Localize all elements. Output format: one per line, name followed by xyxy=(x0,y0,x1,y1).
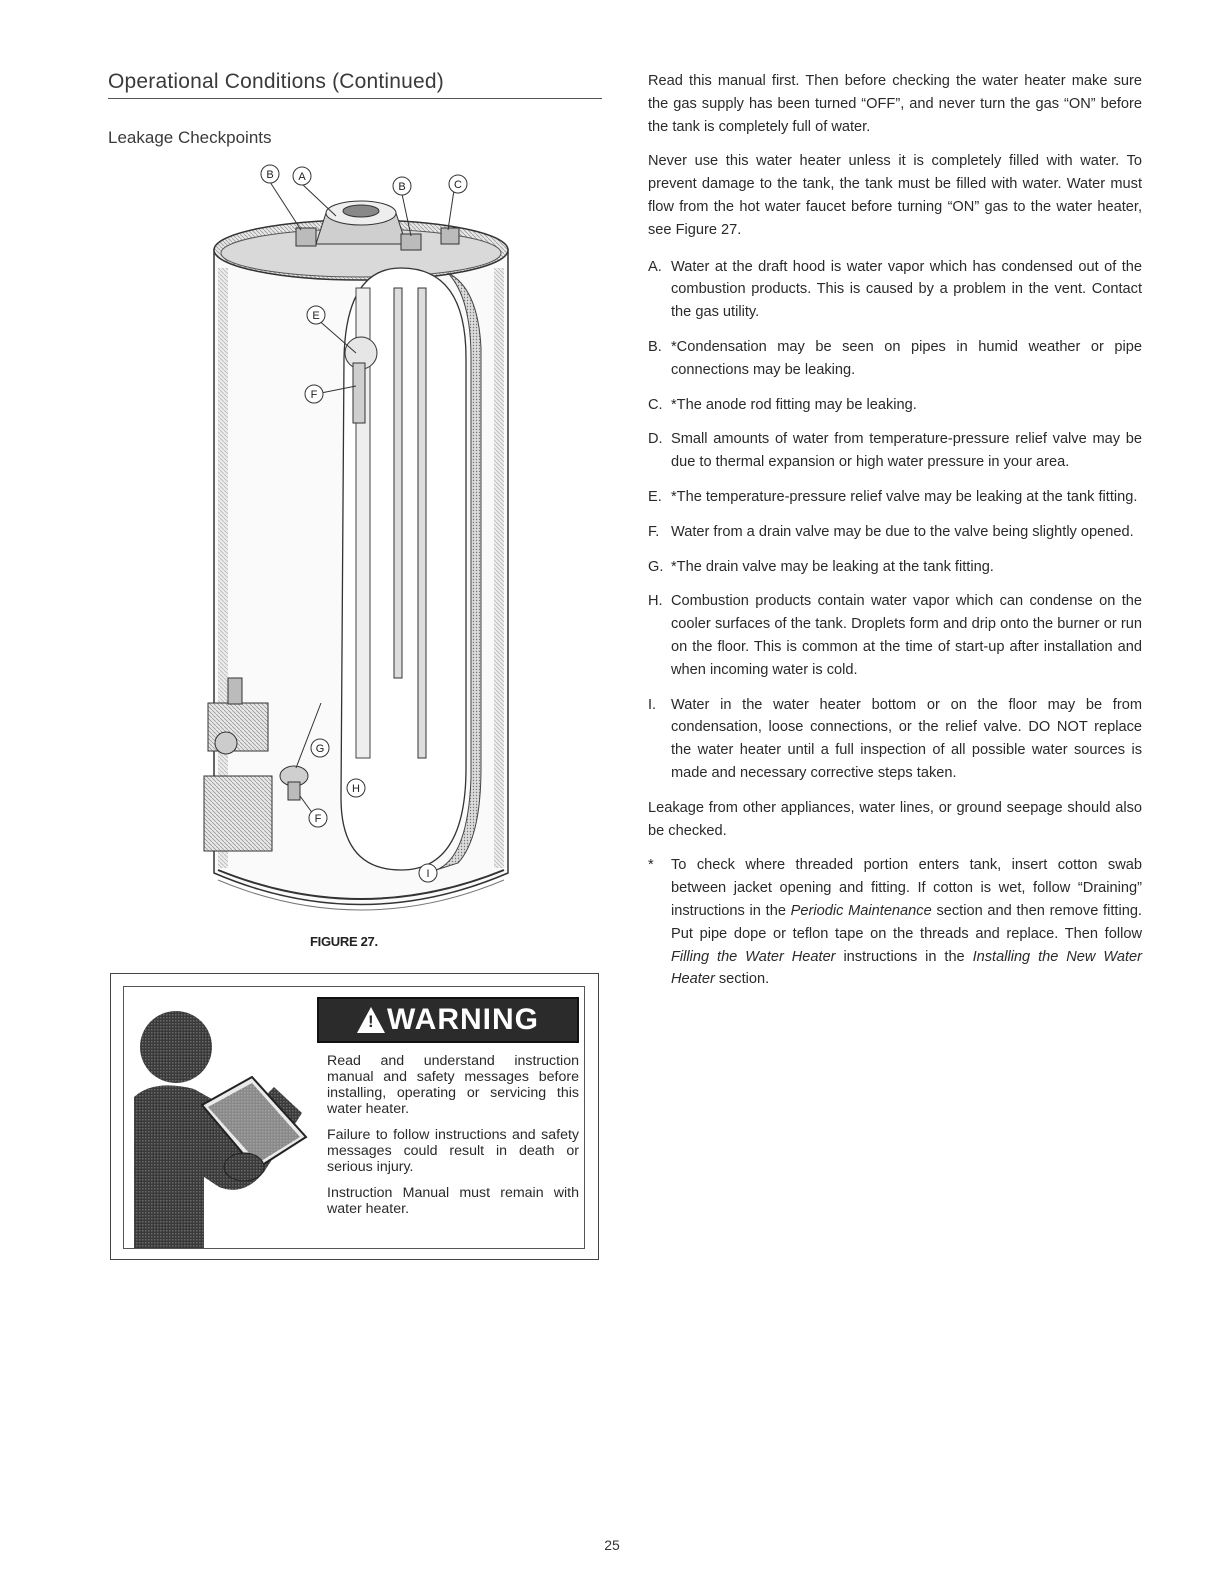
water-heater-illustration xyxy=(196,158,526,938)
right-column xyxy=(648,70,1142,991)
footnote-text-part: instructions in the xyxy=(835,948,973,965)
checkpoint-g xyxy=(648,556,1142,579)
section-title: Operational Conditions (Continued) xyxy=(108,70,602,99)
callout-b-right xyxy=(393,177,411,195)
footnote-text-part: section. xyxy=(714,971,770,988)
checkpoint-marker: E. xyxy=(648,488,662,505)
callout-a xyxy=(293,167,311,185)
svg-text:H: H xyxy=(352,783,360,795)
checkpoint-marker: A. xyxy=(648,258,662,275)
checkpoint-i xyxy=(648,694,1142,785)
warning-triangle-icon xyxy=(357,1007,385,1033)
checkpoint-text: *Condensation may be seen on pipes in humid weather or pipe connections may be leaking. xyxy=(671,338,1142,378)
checkpoint-text: *The anode rod fitting may be leaking. xyxy=(671,396,917,413)
figure-caption: FIGURE 27. xyxy=(310,934,378,949)
svg-text:B: B xyxy=(398,181,406,193)
checkpoint-marker: I. xyxy=(648,696,657,713)
footnote xyxy=(648,854,1142,991)
footnote-reference: Periodic Maintenance xyxy=(790,902,932,919)
callout-h xyxy=(347,779,365,797)
callout-f-lower xyxy=(309,809,327,827)
svg-text:E: E xyxy=(312,310,320,322)
callout-g xyxy=(311,739,329,757)
warning-messages xyxy=(327,1053,579,1227)
checkpoint-marker: B. xyxy=(648,338,662,355)
checkpoint-h xyxy=(648,590,1142,681)
checkpoint-text: *The temperature-pressure relief valve may be leaking at the tank fitting. xyxy=(671,488,1138,505)
checkpoint-marker: F. xyxy=(648,523,660,540)
checkpoint-a xyxy=(648,256,1142,324)
reading-manual-pictogram xyxy=(124,987,314,1248)
checkpoint-marker: G. xyxy=(648,558,664,575)
footnote-marker: * xyxy=(648,857,654,874)
callout-b-left xyxy=(261,165,279,183)
checkpoint-text: Combustion products contain water vapor which can condense on the cooler surfaces of the tank. Droplets form and drip onto the burner or run on the floor. This is common at the time of start-up after installation and when incoming water is cold. xyxy=(671,593,1142,678)
checkpoint-d xyxy=(648,428,1142,474)
footnote-reference: Filling the Water Heater xyxy=(671,948,836,965)
warning-heading-text: WARNING xyxy=(387,1003,539,1036)
svg-text:F: F xyxy=(310,389,318,401)
subsection-title: Leakage Checkpoints xyxy=(108,128,272,147)
svg-text:C: C xyxy=(454,179,462,191)
checkpoint-marker: H. xyxy=(648,593,663,610)
svg-text:F: F xyxy=(314,813,322,825)
checkpoint-f xyxy=(648,521,1142,544)
footnote-text-part: To check where threaded portion enters tank, insert cotton swab between jacket opening and fitting. If cotton is wet, follow “Draining” instructions in the xyxy=(671,857,1142,919)
water-heater-figure xyxy=(196,158,526,938)
svg-text:B: B xyxy=(266,169,274,181)
warning-box xyxy=(110,973,599,1260)
checkpoint-text: Water from a drain valve may be due to the valve being slightly opened. xyxy=(671,523,1134,540)
checkpoint-marker: D. xyxy=(648,431,663,448)
checkpoint-text: Water in the water heater bottom or on the floor may be from condensation, loose connections, or the relief valve. DO NOT replace the water heater until a full inspection of all possible water sources is made and necessary corrective steps taken. xyxy=(671,696,1142,781)
page-number: 25 xyxy=(604,1537,620,1553)
warning-panel xyxy=(123,986,585,1249)
other-leakage-paragraph: Leakage from other appliances, water lines, or ground seepage should also be checked. xyxy=(648,799,1142,839)
callout-e xyxy=(307,306,325,324)
svg-text:I: I xyxy=(426,868,430,880)
checkpoint-e xyxy=(648,486,1142,509)
checkpoint-marker: C. xyxy=(648,396,663,413)
checkpoint-text: *The drain valve may be leaking at the tank fitting. xyxy=(671,558,994,575)
svg-text:G: G xyxy=(315,743,325,755)
warning-heading xyxy=(317,997,579,1043)
intro-paragraph: Read this manual first. Then before checking the water heater make sure the gas supply has been turned “OFF”, and never turn the gas “ON” before the tank is completely full of water. xyxy=(648,73,1142,135)
intro-paragraph: Never use this water heater unless it is completely filled with water. To prevent damage to the tank, the tank must be filled with water. Water must flow from the hot water faucet before turning “ON” gas to the water heater, see Figure 27. xyxy=(648,153,1142,238)
checkpoint-text: Water at the draft hood is water vapor which has condensed out of the combustion products. This is caused by a problem in the vent. Contact the gas utility. xyxy=(671,258,1142,321)
callout-f-upper xyxy=(305,385,323,403)
checkpoint-b xyxy=(648,336,1142,382)
callout-c xyxy=(449,175,467,193)
warning-paragraph: Failure to follow instructions and safety messages could result in death or serious injury. xyxy=(327,1127,579,1175)
callout-i xyxy=(419,864,437,882)
warning-paragraph: Read and understand instruction manual and safety messages before installing, operating or servicing this water heater. xyxy=(327,1053,579,1117)
footnote-text-part: section and then remove fitting. Put pipe dope or teflon tape on the threads and replace. Then follow xyxy=(671,902,1142,942)
footnote-text xyxy=(671,854,1142,991)
warning-paragraph: Instruction Manual must remain with water heater. xyxy=(327,1185,579,1217)
footnote-reference: Installing the New Water Heater xyxy=(671,948,1142,988)
checkpoint-text: Small amounts of water from temperature-pressure relief valve may be due to thermal expansion or high water pressure in your area. xyxy=(671,431,1142,471)
svg-text:A: A xyxy=(298,171,306,183)
checkpoint-c xyxy=(648,394,1142,417)
